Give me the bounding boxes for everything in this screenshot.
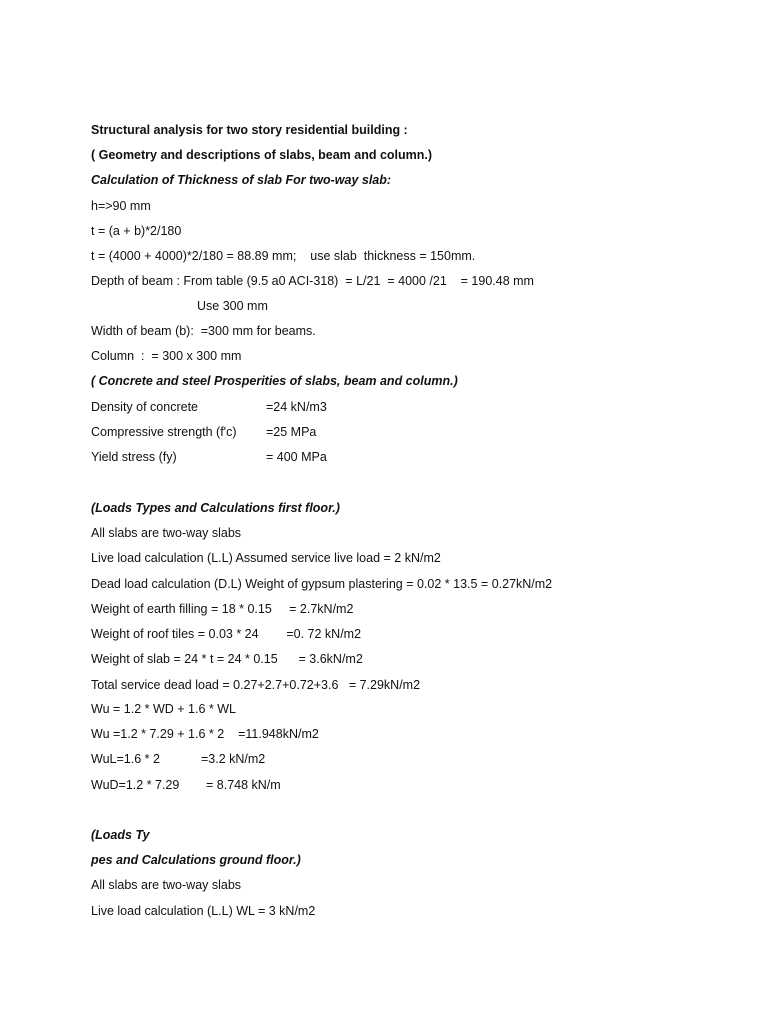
property-value: =25 MPa [266, 425, 317, 439]
document-title: Structural analysis for two story residential building : [91, 123, 408, 137]
text-line: Use 300 mm [197, 299, 268, 313]
property-label: Density of concrete [91, 400, 198, 414]
text-line: Total service dead load = 0.27+2.7+0.72+3.6 = 7.29kN/m2 [91, 678, 421, 692]
text-line: Weight of earth filling = 18 * 0.15 = 2.7kN/m2 [91, 602, 354, 616]
text-line: Live load calculation (L.L) Assumed service live load = 2 kN/m2 [91, 551, 441, 565]
section-heading-ground-floor-loads-cont: pes and Calculations ground floor.) [91, 853, 301, 867]
text-line: h=>90 mm [91, 199, 151, 213]
text-line: Dead load calculation (D.L) Weight of gypsum plastering = 0.02 * 13.5 = 0.27kN/m2 [91, 577, 553, 591]
text-line: t = (a + b)*2/180 [91, 224, 182, 238]
section-heading-geometry: ( Geometry and descriptions of slabs, beam and column.) [91, 148, 433, 162]
text-line: WuL=1.6 * 2 [91, 752, 160, 766]
text-line: Width of beam (b): =300 mm for beams. [91, 324, 316, 338]
text-line: Depth of beam : From table (9.5 a0 ACI-318) = L/21 = 4000 /21 = 190.48 mm [91, 274, 534, 288]
property-label: Yield stress (fy) [91, 450, 177, 464]
text-line: Wu =1.2 * 7.29 + 1.6 * 2 =11.948kN/m2 [91, 727, 319, 741]
section-heading-properties: ( Concrete and steel Prosperities of slabs, beam and column.) [91, 374, 458, 388]
text-line: WuD=1.2 * 7.29 [91, 778, 180, 792]
text-line: t = (4000 + 4000)*2/180 = 88.89 mm; use slab thickness = 150mm. [91, 249, 476, 263]
text-line: Weight of roof tiles = 0.03 * 24 =0. 72 kN/m2 [91, 627, 362, 641]
property-value: = 400 MPa [266, 450, 327, 464]
text-line: Wu = 1.2 * WD + 1.6 * WL [91, 702, 236, 716]
text-line: All slabs are two-way slabs [91, 526, 242, 540]
text-line: Live load calculation (L.L) WL = 3 kN/m2 [91, 904, 316, 918]
text-line: Column : = 300 x 300 mm [91, 349, 242, 363]
section-heading-ground-floor-loads: (Loads Ty [91, 828, 150, 842]
text-line: Weight of slab = 24 * t = 24 * 0.15 = 3.6kN/m2 [91, 652, 363, 666]
subheading-slab-thickness: Calculation of Thickness of slab For two-way slab: [91, 173, 392, 187]
property-value: =24 kN/m3 [266, 400, 327, 414]
text-value: = 8.748 kN/m [206, 778, 281, 792]
text-line: All slabs are two-way slabs [91, 878, 242, 892]
property-label: Compressive strength (f'c) [91, 425, 237, 439]
text-value: =3.2 kN/m2 [201, 752, 266, 766]
section-heading-first-floor-loads: (Loads Types and Calculations first floor.) [91, 501, 340, 515]
